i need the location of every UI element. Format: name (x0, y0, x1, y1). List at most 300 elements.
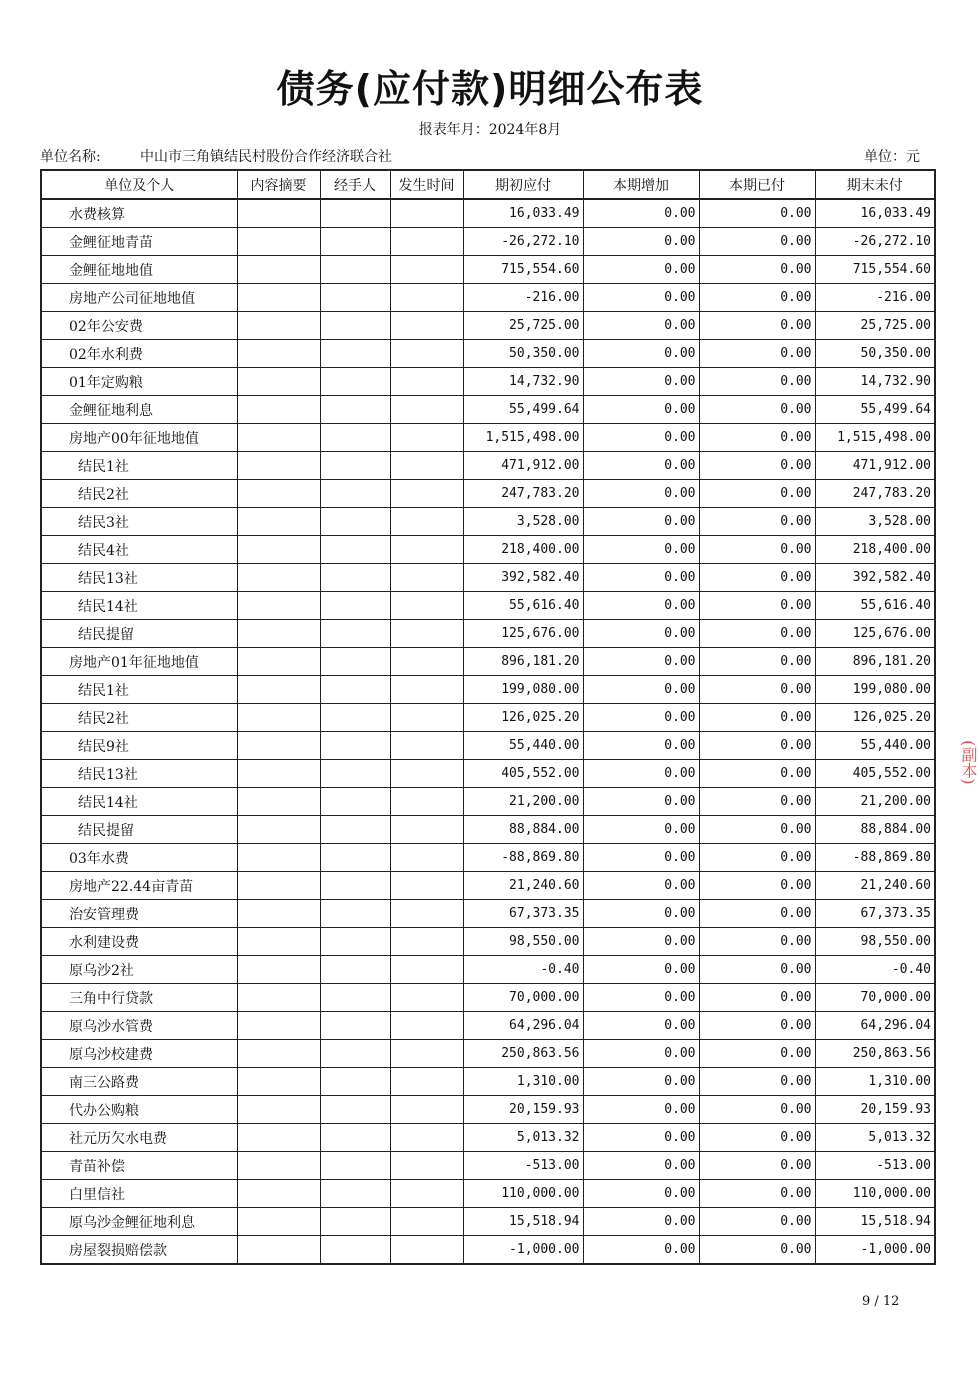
closing-unpaid-cell: 405,552.00 (815, 760, 935, 788)
row-name-cell: 原乌沙水管费 (41, 1012, 237, 1040)
closing-unpaid-cell: 21,240.60 (815, 872, 935, 900)
handler-cell (320, 564, 390, 592)
date-cell (390, 340, 463, 368)
period-increase-cell: 0.00 (583, 424, 699, 452)
summary-cell (237, 956, 320, 984)
handler-cell (320, 536, 390, 564)
row-name-cell: 结民14社 (41, 592, 237, 620)
row-name-cell: 白里信社 (41, 1180, 237, 1208)
summary-cell (237, 1068, 320, 1096)
period-increase-cell: 0.00 (583, 984, 699, 1012)
row-name-cell: 结民1社 (41, 676, 237, 704)
date-cell (390, 564, 463, 592)
handler-cell (320, 1124, 390, 1152)
opening-payable-cell: 199,080.00 (463, 676, 583, 704)
table-row (41, 284, 935, 312)
opening-payable-cell: -0.40 (463, 956, 583, 984)
period-paid-cell: 0.00 (699, 1124, 815, 1152)
period-paid-cell: 0.00 (699, 256, 815, 284)
row-name-cell: 金鲤征地青苗 (41, 228, 237, 256)
closing-unpaid-cell: -1,000.00 (815, 1236, 935, 1265)
row-name-cell: 代办公购粮 (41, 1096, 237, 1124)
period-paid-cell: 0.00 (699, 284, 815, 312)
period-paid-cell: 0.00 (699, 564, 815, 592)
date-cell (390, 900, 463, 928)
document-title: 债务(应付款)明细公布表 (276, 67, 704, 111)
handler-cell (320, 1208, 390, 1236)
date-cell (390, 424, 463, 452)
closing-unpaid-cell: -88,869.80 (815, 844, 935, 872)
handler-cell (320, 592, 390, 620)
date-cell (390, 368, 463, 396)
summary-cell (237, 1124, 320, 1152)
date-cell (390, 648, 463, 676)
period-increase-cell: 0.00 (583, 816, 699, 844)
summary-cell (237, 872, 320, 900)
period-paid-cell: 0.00 (699, 1096, 815, 1124)
summary-cell (237, 564, 320, 592)
period-increase-cell: 0.00 (583, 536, 699, 564)
header-cell: 单位及个人 (41, 170, 237, 199)
table-row (41, 312, 935, 340)
opening-payable-cell: -513.00 (463, 1152, 583, 1180)
closing-unpaid-cell: 67,373.35 (815, 900, 935, 928)
handler-cell (320, 788, 390, 816)
row-name-cell: 金鲤征地地值 (41, 256, 237, 284)
date-cell (390, 1068, 463, 1096)
period-increase-cell: 0.00 (583, 676, 699, 704)
opening-payable-cell: 715,554.60 (463, 256, 583, 284)
closing-unpaid-cell: 64,296.04 (815, 1012, 935, 1040)
handler-cell (320, 199, 390, 228)
row-name-cell: 治安管理费 (41, 900, 237, 928)
handler-cell (320, 256, 390, 284)
handler-cell (320, 760, 390, 788)
header-cell: 经手人 (320, 170, 390, 199)
period-paid-cell: 0.00 (699, 956, 815, 984)
period-increase-cell: 0.00 (583, 228, 699, 256)
date-cell (390, 508, 463, 536)
summary-cell (237, 788, 320, 816)
row-name-cell: 结民1社 (41, 452, 237, 480)
summary-cell (237, 199, 320, 228)
handler-cell (320, 648, 390, 676)
period-paid-cell: 0.00 (699, 760, 815, 788)
closing-unpaid-cell: 199,080.00 (815, 676, 935, 704)
table-row (41, 424, 935, 452)
row-name-cell: 水利建设费 (41, 928, 237, 956)
summary-cell (237, 284, 320, 312)
handler-cell (320, 396, 390, 424)
table-row (41, 1096, 935, 1124)
row-name-cell: 结民3社 (41, 508, 237, 536)
closing-unpaid-cell: 125,676.00 (815, 620, 935, 648)
opening-payable-cell: 20,159.93 (463, 1096, 583, 1124)
report-period: 报表年月：2024年8月 (418, 122, 562, 138)
closing-unpaid-cell: 896,181.20 (815, 648, 935, 676)
summary-cell (237, 396, 320, 424)
table-row (41, 592, 935, 620)
closing-unpaid-cell: 55,499.64 (815, 396, 935, 424)
closing-unpaid-cell: 55,440.00 (815, 732, 935, 760)
closing-unpaid-cell: 21,200.00 (815, 788, 935, 816)
closing-unpaid-cell: 14,732.90 (815, 368, 935, 396)
period-paid-cell: 0.00 (699, 620, 815, 648)
summary-cell (237, 592, 320, 620)
header-cell: 内容摘要 (237, 170, 320, 199)
handler-cell (320, 984, 390, 1012)
table-row (41, 480, 935, 508)
debt-detail-table (40, 169, 936, 1265)
table-row (41, 1180, 935, 1208)
period-increase-cell: 0.00 (583, 480, 699, 508)
row-name-cell: 结民2社 (41, 704, 237, 732)
period-increase-cell: 0.00 (583, 508, 699, 536)
period-increase-cell: 0.00 (583, 1208, 699, 1236)
row-name-cell: 结民提留 (41, 620, 237, 648)
row-name-cell: 青苗补偿 (41, 1152, 237, 1180)
closing-unpaid-cell: 5,013.32 (815, 1124, 935, 1152)
row-name-cell: 结民9社 (41, 732, 237, 760)
date-cell (390, 1040, 463, 1068)
date-cell (390, 760, 463, 788)
table-row (41, 564, 935, 592)
period-increase-cell: 0.00 (583, 256, 699, 284)
summary-cell (237, 732, 320, 760)
period-paid-cell: 0.00 (699, 984, 815, 1012)
table-row (41, 984, 935, 1012)
period-paid-cell: 0.00 (699, 508, 815, 536)
closing-unpaid-cell: 247,783.20 (815, 480, 935, 508)
date-cell (390, 620, 463, 648)
date-cell (390, 452, 463, 480)
date-cell (390, 1096, 463, 1124)
handler-cell (320, 1236, 390, 1265)
opening-payable-cell: 25,725.00 (463, 312, 583, 340)
date-cell (390, 844, 463, 872)
handler-cell (320, 676, 390, 704)
opening-payable-cell: 247,783.20 (463, 480, 583, 508)
date-cell (390, 984, 463, 1012)
table-row (41, 928, 935, 956)
table-row (41, 256, 935, 284)
table-row (41, 620, 935, 648)
period-increase-cell: 0.00 (583, 592, 699, 620)
table-row (41, 199, 935, 228)
period-paid-cell: 0.00 (699, 928, 815, 956)
period-increase-cell: 0.00 (583, 312, 699, 340)
handler-cell (320, 424, 390, 452)
opening-payable-cell: -216.00 (463, 284, 583, 312)
period-increase-cell: 0.00 (583, 704, 699, 732)
row-name-cell: 03年水费 (41, 844, 237, 872)
row-name-cell: 三角中行贷款 (41, 984, 237, 1012)
period-increase-cell: 0.00 (583, 1096, 699, 1124)
summary-cell (237, 760, 320, 788)
opening-payable-cell: -1,000.00 (463, 1236, 583, 1265)
opening-payable-cell: 1,515,498.00 (463, 424, 583, 452)
period-paid-cell: 0.00 (699, 844, 815, 872)
closing-unpaid-cell: 392,582.40 (815, 564, 935, 592)
period-increase-cell: 0.00 (583, 1068, 699, 1096)
row-name-cell: 02年公安费 (41, 312, 237, 340)
handler-cell (320, 228, 390, 256)
handler-cell (320, 732, 390, 760)
handler-cell (320, 844, 390, 872)
page-number: 9 / 12 (862, 1294, 900, 1309)
period-paid-cell: 0.00 (699, 732, 815, 760)
period-increase-cell: 0.00 (583, 1152, 699, 1180)
period-paid-cell: 0.00 (699, 1040, 815, 1068)
period-paid-cell: 0.00 (699, 396, 815, 424)
handler-cell (320, 312, 390, 340)
closing-unpaid-cell: 471,912.00 (815, 452, 935, 480)
date-cell (390, 284, 463, 312)
period-paid-cell: 0.00 (699, 368, 815, 396)
table-row (41, 1152, 935, 1180)
period-increase-cell: 0.00 (583, 564, 699, 592)
opening-payable-cell: 55,440.00 (463, 732, 583, 760)
opening-payable-cell: 21,240.60 (463, 872, 583, 900)
handler-cell (320, 872, 390, 900)
period-paid-cell: 0.00 (699, 1180, 815, 1208)
handler-cell (320, 1040, 390, 1068)
date-cell (390, 872, 463, 900)
period-paid-cell: 0.00 (699, 648, 815, 676)
date-cell (390, 536, 463, 564)
period-paid-cell: 0.00 (699, 1236, 815, 1265)
date-cell (390, 788, 463, 816)
date-cell (390, 704, 463, 732)
table-row (41, 1236, 935, 1265)
opening-payable-cell: 15,518.94 (463, 1208, 583, 1236)
period-increase-cell: 0.00 (583, 1236, 699, 1265)
period-paid-cell: 0.00 (699, 1208, 815, 1236)
closing-unpaid-cell: 55,616.40 (815, 592, 935, 620)
table-row (41, 536, 935, 564)
table-row (41, 1012, 935, 1040)
date-cell (390, 592, 463, 620)
summary-cell (237, 340, 320, 368)
opening-payable-cell: 218,400.00 (463, 536, 583, 564)
handler-cell (320, 340, 390, 368)
closing-unpaid-cell: 715,554.60 (815, 256, 935, 284)
period-increase-cell: 0.00 (583, 284, 699, 312)
period-increase-cell: 0.00 (583, 788, 699, 816)
summary-cell (237, 900, 320, 928)
handler-cell (320, 508, 390, 536)
table-row (41, 1068, 935, 1096)
table-row (41, 872, 935, 900)
summary-cell (237, 452, 320, 480)
opening-payable-cell: 896,181.20 (463, 648, 583, 676)
handler-cell (320, 368, 390, 396)
date-cell (390, 1124, 463, 1152)
closing-unpaid-cell: 88,884.00 (815, 816, 935, 844)
table-row (41, 760, 935, 788)
summary-cell (237, 1152, 320, 1180)
row-name-cell: 房地产00年征地地值 (41, 424, 237, 452)
opening-payable-cell: 471,912.00 (463, 452, 583, 480)
table-row (41, 396, 935, 424)
row-name-cell: 南三公路费 (41, 1068, 237, 1096)
table-row (41, 368, 935, 396)
period-paid-cell: 0.00 (699, 1012, 815, 1040)
opening-payable-cell: -88,869.80 (463, 844, 583, 872)
period-increase-cell: 0.00 (583, 1040, 699, 1068)
handler-cell (320, 452, 390, 480)
summary-cell (237, 928, 320, 956)
closing-unpaid-cell: 70,000.00 (815, 984, 935, 1012)
handler-cell (320, 704, 390, 732)
period-increase-cell: 0.00 (583, 648, 699, 676)
opening-payable-cell: 392,582.40 (463, 564, 583, 592)
table-row (41, 704, 935, 732)
opening-payable-cell: 125,676.00 (463, 620, 583, 648)
table-row (41, 1208, 935, 1236)
row-name-cell: 原乌沙金鲤征地利息 (41, 1208, 237, 1236)
opening-payable-cell: 70,000.00 (463, 984, 583, 1012)
closing-unpaid-cell: -26,272.10 (815, 228, 935, 256)
table-row (41, 956, 935, 984)
table-row (41, 844, 935, 872)
opening-payable-cell: 126,025.20 (463, 704, 583, 732)
unit-label: 单位名称: (40, 149, 101, 165)
opening-payable-cell: 250,863.56 (463, 1040, 583, 1068)
period-increase-cell: 0.00 (583, 1180, 699, 1208)
period-paid-cell: 0.00 (699, 452, 815, 480)
date-cell (390, 1012, 463, 1040)
row-name-cell: 原乌沙校建费 (41, 1040, 237, 1068)
summary-cell (237, 816, 320, 844)
closing-unpaid-cell: -216.00 (815, 284, 935, 312)
handler-cell (320, 1152, 390, 1180)
summary-cell (237, 480, 320, 508)
handler-cell (320, 620, 390, 648)
row-name-cell: 01年定购粮 (41, 368, 237, 396)
table-row (41, 1124, 935, 1152)
period-increase-cell: 0.00 (583, 872, 699, 900)
date-cell (390, 312, 463, 340)
date-cell (390, 676, 463, 704)
period-paid-cell: 0.00 (699, 199, 815, 228)
date-cell (390, 228, 463, 256)
opening-payable-cell: 67,373.35 (463, 900, 583, 928)
summary-cell (237, 228, 320, 256)
table-row (41, 788, 935, 816)
table-row (41, 900, 935, 928)
handler-cell (320, 928, 390, 956)
summary-cell (237, 984, 320, 1012)
period-paid-cell: 0.00 (699, 1152, 815, 1180)
opening-payable-cell: -26,272.10 (463, 228, 583, 256)
table-row (41, 732, 935, 760)
closing-unpaid-cell: 126,025.20 (815, 704, 935, 732)
row-name-cell: 结民4社 (41, 536, 237, 564)
period-paid-cell: 0.00 (699, 704, 815, 732)
period-increase-cell: 0.00 (583, 732, 699, 760)
handler-cell (320, 284, 390, 312)
period-paid-cell: 0.00 (699, 228, 815, 256)
period-increase-cell: 0.00 (583, 396, 699, 424)
closing-unpaid-cell: 3,528.00 (815, 508, 935, 536)
summary-cell (237, 508, 320, 536)
unit-name: 中山市三角镇结民村股份合作经济联合社 (140, 149, 392, 165)
date-cell (390, 732, 463, 760)
row-name-cell: 原乌沙2社 (41, 956, 237, 984)
opening-payable-cell: 55,499.64 (463, 396, 583, 424)
date-cell (390, 256, 463, 284)
red-handwritten-mark: (副本) (959, 740, 978, 785)
summary-cell (237, 1208, 320, 1236)
date-cell (390, 199, 463, 228)
opening-payable-cell: 16,033.49 (463, 199, 583, 228)
date-cell (390, 1180, 463, 1208)
table-row (41, 816, 935, 844)
period-paid-cell: 0.00 (699, 788, 815, 816)
period-increase-cell: 0.00 (583, 199, 699, 228)
summary-cell (237, 1096, 320, 1124)
period-increase-cell: 0.00 (583, 620, 699, 648)
closing-unpaid-cell: 16,033.49 (815, 199, 935, 228)
handler-cell (320, 1180, 390, 1208)
period-increase-cell: 0.00 (583, 928, 699, 956)
period-paid-cell: 0.00 (699, 340, 815, 368)
row-name-cell: 房地产公司征地地值 (41, 284, 237, 312)
header-cell: 本期已付 (699, 170, 815, 199)
handler-cell (320, 956, 390, 984)
period-increase-cell: 0.00 (583, 956, 699, 984)
header-cell: 期初应付 (463, 170, 583, 199)
date-cell (390, 1208, 463, 1236)
period-paid-cell: 0.00 (699, 872, 815, 900)
handler-cell (320, 1068, 390, 1096)
row-name-cell: 结民13社 (41, 564, 237, 592)
closing-unpaid-cell: 20,159.93 (815, 1096, 935, 1124)
summary-cell (237, 1236, 320, 1265)
period-increase-cell: 0.00 (583, 452, 699, 480)
period-increase-cell: 0.00 (583, 844, 699, 872)
opening-payable-cell: 110,000.00 (463, 1180, 583, 1208)
date-cell (390, 1152, 463, 1180)
closing-unpaid-cell: 250,863.56 (815, 1040, 935, 1068)
table-header-row (41, 170, 935, 199)
table-row (41, 228, 935, 256)
row-name-cell: 结民提留 (41, 816, 237, 844)
summary-cell (237, 704, 320, 732)
row-name-cell: 房地产22.44亩青苗 (41, 872, 237, 900)
row-name-cell: 金鲤征地利息 (41, 396, 237, 424)
table-row (41, 676, 935, 704)
opening-payable-cell: 98,550.00 (463, 928, 583, 956)
row-name-cell: 房屋裂损赔偿款 (41, 1236, 237, 1265)
date-cell (390, 816, 463, 844)
period-increase-cell: 0.00 (583, 760, 699, 788)
date-cell (390, 956, 463, 984)
summary-cell (237, 536, 320, 564)
closing-unpaid-cell: 1,515,498.00 (815, 424, 935, 452)
closing-unpaid-cell: 15,518.94 (815, 1208, 935, 1236)
summary-cell (237, 620, 320, 648)
row-name-cell: 结民14社 (41, 788, 237, 816)
table-row (41, 648, 935, 676)
row-name-cell: 房地产01年征地地值 (41, 648, 237, 676)
opening-payable-cell: 1,310.00 (463, 1068, 583, 1096)
summary-cell (237, 312, 320, 340)
period-paid-cell: 0.00 (699, 592, 815, 620)
handler-cell (320, 1012, 390, 1040)
summary-cell (237, 1040, 320, 1068)
